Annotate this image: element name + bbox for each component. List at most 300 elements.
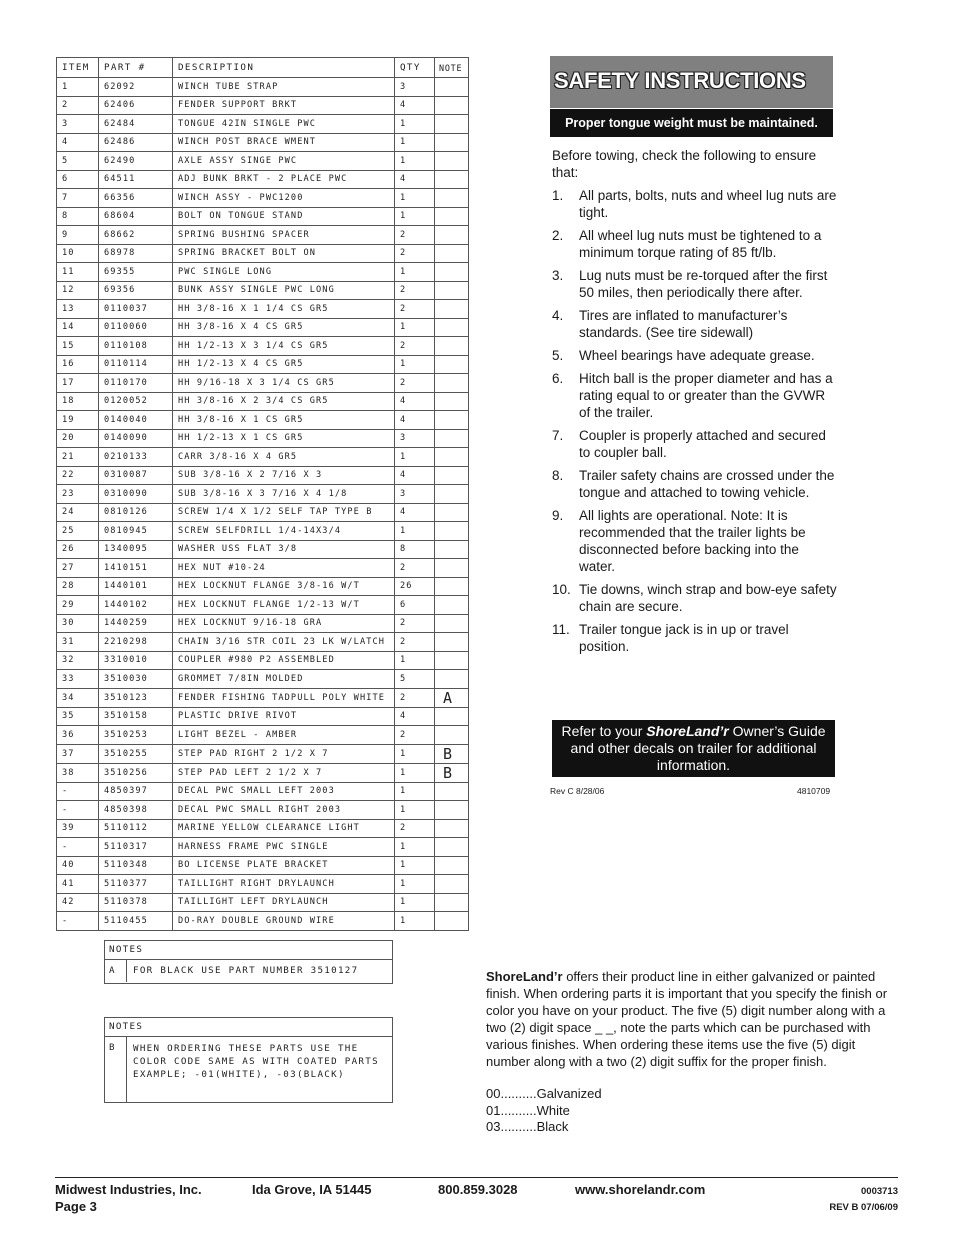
note-cell	[435, 96, 469, 115]
description-cell: HEX LOCKNUT 9/16-18 GRA	[173, 614, 395, 633]
item-cell: 34	[57, 688, 99, 707]
item-cell: 41	[57, 875, 99, 894]
finish-name: Black	[536, 1119, 569, 1134]
note-cell	[435, 577, 469, 596]
note-cell	[435, 115, 469, 134]
table-row	[57, 801, 469, 820]
checklist-item	[552, 507, 837, 575]
item-cell: 18	[57, 392, 99, 411]
item-cell: 20	[57, 429, 99, 448]
part-number-cell: 4850398	[99, 801, 173, 820]
part-number-cell: 5110378	[99, 893, 173, 912]
description-cell: HH 1/2-13 X 1 CS GR5	[173, 429, 395, 448]
refer-brand: ShoreLand’r	[646, 723, 729, 739]
description-cell: LIGHT BEZEL - AMBER	[173, 726, 395, 745]
part-number-cell: 0110170	[99, 374, 173, 393]
description-cell: HARNESS FRAME PWC SINGLE	[173, 838, 395, 857]
note-cell	[435, 411, 469, 430]
note-cell	[435, 540, 469, 559]
note-cell	[435, 337, 469, 356]
col-header-qty: QTY	[395, 58, 435, 78]
note-cell	[435, 244, 469, 263]
description-cell: CHAIN 3/16 STR COIL 23 LK W/LATCH	[173, 633, 395, 652]
finish-paragraph	[486, 968, 900, 1070]
qty-cell: 3	[395, 78, 435, 97]
checklist-number: 1.	[552, 188, 564, 203]
description-cell: SUB 3/8-16 X 2 7/16 X 3	[173, 466, 395, 485]
note-cell	[435, 522, 469, 541]
note-cell	[435, 856, 469, 875]
item-cell: 33	[57, 670, 99, 689]
item-cell: -	[57, 912, 99, 931]
table-row	[57, 596, 469, 615]
part-number-cell: 0210133	[99, 448, 173, 467]
part-number-cell: 3510253	[99, 726, 173, 745]
checklist-text: Trailer safety chains are crossed under the tongue and attached to towing vehicle.	[579, 468, 835, 500]
qty-cell: 2	[395, 300, 435, 319]
table-row	[57, 819, 469, 838]
leader-dots: ..........	[500, 1086, 537, 1101]
table-row	[57, 522, 469, 541]
footer-rev: REV B 07/06/09	[829, 1202, 898, 1213]
description-cell: DECAL PWC SMALL RIGHT 2003	[173, 801, 395, 820]
item-cell: 19	[57, 411, 99, 430]
table-row	[57, 577, 469, 596]
footer-location: Ida Grove, IA 51445	[252, 1182, 372, 1197]
note-cell	[435, 670, 469, 689]
description-cell: FENDER SUPPORT BRKT	[173, 96, 395, 115]
part-number-cell: 68978	[99, 244, 173, 263]
safety-subtitle: Proper tongue weight must be maintained.	[550, 109, 833, 137]
qty-cell: 26	[395, 577, 435, 596]
checklist-text: Trailer tongue jack is in up or travel position.	[579, 622, 789, 654]
item-cell: 7	[57, 189, 99, 208]
qty-cell: 4	[395, 96, 435, 115]
finish-code: 00	[486, 1086, 501, 1101]
table-row	[57, 688, 469, 707]
note-cell	[435, 651, 469, 670]
item-cell: 42	[57, 893, 99, 912]
note-cell	[435, 429, 469, 448]
qty-cell: 1	[395, 856, 435, 875]
table-row	[57, 633, 469, 652]
part-number-cell: 0810126	[99, 503, 173, 522]
col-header-part: PART #	[99, 58, 173, 78]
part-number-cell: 4850397	[99, 782, 173, 801]
table-header-row	[57, 58, 469, 78]
item-cell: 12	[57, 281, 99, 300]
description-cell: SCREW 1/4 X 1/2 SELF TAP TYPE B	[173, 503, 395, 522]
note-cell	[435, 226, 469, 245]
part-number-cell: 2210298	[99, 633, 173, 652]
item-cell: 28	[57, 577, 99, 596]
note-line: EXAMPLE; -01(WHITE), -03(BLACK)	[133, 1069, 345, 1080]
note-cell	[435, 466, 469, 485]
item-cell: 5	[57, 152, 99, 171]
qty-cell: 1	[395, 448, 435, 467]
qty-cell: 1	[395, 838, 435, 857]
item-cell: 26	[57, 540, 99, 559]
part-number-cell: 0810945	[99, 522, 173, 541]
qty-cell: 1	[395, 763, 435, 782]
item-cell: 15	[57, 337, 99, 356]
description-cell: PWC SINGLE LONG	[173, 263, 395, 282]
checklist-item	[552, 187, 837, 221]
checklist-text: Wheel bearings have adequate grease.	[579, 348, 815, 363]
qty-cell: 4	[395, 503, 435, 522]
table-row	[57, 244, 469, 263]
table-row	[57, 707, 469, 726]
part-number-cell: 0110108	[99, 337, 173, 356]
item-cell: -	[57, 838, 99, 857]
qty-cell: 1	[395, 782, 435, 801]
item-cell: 16	[57, 355, 99, 374]
finish-code-item	[486, 1103, 602, 1120]
description-cell: HEX NUT #10-24	[173, 559, 395, 578]
finish-code: 01	[486, 1102, 501, 1118]
notes-header: NOTES	[105, 941, 392, 960]
table-row	[57, 893, 469, 912]
notes-box-a	[104, 940, 393, 984]
table-row	[57, 651, 469, 670]
checklist-item	[552, 267, 837, 301]
part-number-cell: 5110455	[99, 912, 173, 931]
parts-table-body	[57, 78, 469, 931]
safety-revision: Rev C 8/28/06	[550, 786, 605, 796]
part-number-cell: 1440101	[99, 577, 173, 596]
qty-cell: 2	[395, 244, 435, 263]
notes-box-b	[104, 1017, 393, 1103]
checklist-text: All wheel lug nuts must be tightened to a minimum torque rating of 85 ft/lb.	[579, 228, 822, 260]
qty-cell: 2	[395, 226, 435, 245]
qty-cell: 1	[395, 744, 435, 763]
item-cell: 30	[57, 614, 99, 633]
description-cell: HH 3/8-16 X 1 1/4 CS GR5	[173, 300, 395, 319]
checklist-text: Lug nuts must be re-torqued after the first 50 miles, then periodically there after.	[579, 268, 828, 300]
table-row	[57, 189, 469, 208]
part-number-cell: 68604	[99, 207, 173, 226]
checklist-item	[552, 581, 837, 615]
safety-doc-number: 4810709	[797, 786, 831, 796]
qty-cell: 2	[395, 688, 435, 707]
description-cell: GROMMET 7/8IN MOLDED	[173, 670, 395, 689]
table-row	[57, 466, 469, 485]
description-cell: HH 1/2-13 X 4 CS GR5	[173, 355, 395, 374]
description-cell: WINCH ASSY - PWC1200	[173, 189, 395, 208]
description-cell: SPRING BUSHING SPACER	[173, 226, 395, 245]
qty-cell: 1	[395, 912, 435, 931]
qty-cell: 1	[395, 893, 435, 912]
part-number-cell: 0310087	[99, 466, 173, 485]
checklist-number: 11.	[552, 622, 570, 637]
col-header-item: ITEM	[57, 58, 99, 78]
note-cell	[435, 707, 469, 726]
item-cell: 35	[57, 707, 99, 726]
description-cell: MARINE YELLOW CLEARANCE LIGHT	[173, 819, 395, 838]
description-cell: PLASTIC DRIVE RIVOT	[173, 707, 395, 726]
description-cell: CARR 3/8-16 X 4 GR5	[173, 448, 395, 467]
note-cell	[435, 782, 469, 801]
item-cell: 13	[57, 300, 99, 319]
note-line: WHEN ORDERING THESE PARTS USE THE	[133, 1043, 359, 1054]
checklist-text: Tie downs, winch strap and bow-eye safety chain are secure.	[579, 582, 837, 614]
note-line: COLOR CODE SAME AS WITH COATED PARTS	[133, 1056, 379, 1067]
qty-cell: 1	[395, 115, 435, 134]
checklist-text: All parts, bolts, nuts and wheel lug nuts are tight.	[579, 188, 837, 220]
item-cell: 1	[57, 78, 99, 97]
item-cell: 4	[57, 133, 99, 152]
qty-cell: 1	[395, 522, 435, 541]
checklist-text: Tires are inflated to manufacturer’s standards. (See tire sidewall)	[579, 308, 788, 340]
qty-cell: 1	[395, 355, 435, 374]
table-row	[57, 429, 469, 448]
note-cell	[435, 596, 469, 615]
part-number-cell: 68662	[99, 226, 173, 245]
part-number-cell: 62486	[99, 133, 173, 152]
refer-suffix: Owner’s Guide and other decals on trailer for additional information.	[570, 723, 826, 773]
description-cell: HEX LOCKNUT FLANGE 1/2-13 W/T	[173, 596, 395, 615]
description-cell: SUB 3/8-16 X 3 7/16 X 4 1/8	[173, 485, 395, 504]
item-cell: 6	[57, 170, 99, 189]
table-row	[57, 281, 469, 300]
part-number-cell: 62406	[99, 96, 173, 115]
checklist-number: 7.	[552, 428, 564, 443]
description-cell: DECAL PWC SMALL LEFT 2003	[173, 782, 395, 801]
part-number-cell: 3510256	[99, 763, 173, 782]
note-cell	[435, 559, 469, 578]
checklist-number: 10.	[552, 582, 571, 597]
footer-page: Page 3	[55, 1199, 97, 1214]
safety-intro: Before towing, check the following to ensure that:	[552, 148, 817, 180]
item-cell: 14	[57, 318, 99, 337]
finish-brand: ShoreLand’r	[486, 969, 563, 984]
table-row	[57, 355, 469, 374]
description-cell: HEX LOCKNUT FLANGE 3/8-16 W/T	[173, 577, 395, 596]
part-number-cell: 1440102	[99, 596, 173, 615]
part-number-cell: 3510158	[99, 707, 173, 726]
note-cell	[435, 152, 469, 171]
item-cell: -	[57, 782, 99, 801]
description-cell: HH 3/8-16 X 1 CS GR5	[173, 411, 395, 430]
part-number-cell: 3510123	[99, 688, 173, 707]
note-cell	[435, 726, 469, 745]
table-row	[57, 763, 469, 782]
note-cell	[435, 503, 469, 522]
note-cell	[435, 374, 469, 393]
note-cell	[435, 170, 469, 189]
checklist-item	[552, 347, 837, 364]
checklist-text: All lights are operational. Note: It is recommended that the trailer lights be disconnected before backing into the water.	[579, 508, 806, 574]
part-number-cell: 3510030	[99, 670, 173, 689]
checklist-item	[552, 427, 837, 461]
item-cell: 3	[57, 115, 99, 134]
table-row	[57, 856, 469, 875]
qty-cell: 2	[395, 633, 435, 652]
owners-guide-notice	[552, 720, 835, 777]
leader-dots: ..........	[500, 1119, 537, 1134]
table-row	[57, 744, 469, 763]
note-cell	[435, 485, 469, 504]
checklist-item	[552, 467, 837, 501]
finish-code-item	[486, 1086, 602, 1103]
table-row	[57, 337, 469, 356]
description-cell: HH 3/8-16 X 2 3/4 CS GR5	[173, 392, 395, 411]
table-row	[57, 226, 469, 245]
item-cell: 32	[57, 651, 99, 670]
item-cell: 27	[57, 559, 99, 578]
part-number-cell: 0110114	[99, 355, 173, 374]
qty-cell: 4	[395, 466, 435, 485]
finish-name: Galvanized	[536, 1086, 602, 1101]
table-row	[57, 838, 469, 857]
item-cell: 22	[57, 466, 99, 485]
table-row	[57, 782, 469, 801]
refer-prefix: Refer to your	[561, 723, 643, 739]
qty-cell: 6	[395, 596, 435, 615]
qty-cell: 3	[395, 429, 435, 448]
table-row	[57, 263, 469, 282]
part-number-cell: 64511	[99, 170, 173, 189]
note-cell	[435, 300, 469, 319]
note-cell	[435, 189, 469, 208]
part-number-cell: 1340095	[99, 540, 173, 559]
qty-cell: 2	[395, 281, 435, 300]
table-row	[57, 726, 469, 745]
table-row	[57, 318, 469, 337]
note-cell	[435, 281, 469, 300]
qty-cell: 2	[395, 374, 435, 393]
checklist-number: 5.	[552, 348, 564, 363]
qty-cell: 4	[395, 392, 435, 411]
description-cell: SCREW SELFDRILL 1/4-14X3/4	[173, 522, 395, 541]
qty-cell: 4	[395, 707, 435, 726]
qty-cell: 1	[395, 318, 435, 337]
part-number-cell: 0110037	[99, 300, 173, 319]
footer-website[interactable]: www.shorelandr.com	[575, 1182, 706, 1197]
note-key: A	[105, 960, 127, 982]
table-row	[57, 392, 469, 411]
checklist-number: 8.	[552, 468, 564, 483]
note-cell	[435, 614, 469, 633]
item-cell: 11	[57, 263, 99, 282]
col-header-note: NOTE	[435, 58, 469, 78]
qty-cell: 5	[395, 670, 435, 689]
note-cell	[435, 133, 469, 152]
checklist-number: 9.	[552, 508, 564, 523]
note-cell: B	[435, 763, 469, 782]
note-cell	[435, 392, 469, 411]
item-cell: -	[57, 801, 99, 820]
qty-cell: 1	[395, 801, 435, 820]
description-cell: ADJ BUNK BRKT - 2 PLACE PWC	[173, 170, 395, 189]
qty-cell: 1	[395, 207, 435, 226]
item-cell: 9	[57, 226, 99, 245]
safety-checklist	[552, 187, 837, 661]
safety-title: SAFETY INSTRUCTIONS	[554, 68, 806, 93]
description-cell: WINCH POST BRACE WMENT	[173, 133, 395, 152]
description-cell: BUNK ASSY SINGLE PWC LONG	[173, 281, 395, 300]
note-cell: A	[435, 688, 469, 707]
table-row	[57, 912, 469, 931]
description-cell: HH 1/2-13 X 3 1/4 CS GR5	[173, 337, 395, 356]
qty-cell: 8	[395, 540, 435, 559]
note-cell	[435, 263, 469, 282]
note-cell	[435, 448, 469, 467]
description-cell: STEP PAD RIGHT 2 1/2 X 7	[173, 744, 395, 763]
note-cell	[435, 633, 469, 652]
checklist-number: 6.	[552, 371, 564, 386]
qty-cell: 4	[395, 170, 435, 189]
qty-cell: 1	[395, 651, 435, 670]
checklist-item	[552, 227, 837, 261]
note-cell	[435, 355, 469, 374]
part-number-cell: 0110060	[99, 318, 173, 337]
table-row	[57, 170, 469, 189]
description-cell: COUPLER #980 P2 ASSEMBLED	[173, 651, 395, 670]
footer-company: Midwest Industries, Inc.	[55, 1182, 202, 1197]
part-number-cell: 0310090	[99, 485, 173, 504]
finish-name: White	[536, 1102, 570, 1118]
qty-cell: 2	[395, 337, 435, 356]
table-row	[57, 670, 469, 689]
table-row	[57, 448, 469, 467]
leader-dots: ..........	[500, 1102, 537, 1118]
qty-cell: 4	[395, 411, 435, 430]
description-cell: BO LICENSE PLATE BRACKET	[173, 856, 395, 875]
table-row	[57, 614, 469, 633]
table-row	[57, 559, 469, 578]
description-cell: AXLE ASSY SINGE PWC	[173, 152, 395, 171]
description-cell: TONGUE 42IN SINGLE PWC	[173, 115, 395, 134]
qty-cell: 3	[395, 485, 435, 504]
note-cell	[435, 838, 469, 857]
item-cell: 10	[57, 244, 99, 263]
note-cell	[435, 801, 469, 820]
description-cell: HH 3/8-16 X 4 CS GR5	[173, 318, 395, 337]
notes-header: NOTES	[105, 1018, 392, 1037]
part-number-cell: 1410151	[99, 559, 173, 578]
checklist-number: 2.	[552, 228, 564, 243]
checklist-text: Hitch ball is the proper diameter and has a rating equal to or greater than the GVWR of the trailer.	[579, 371, 833, 420]
note-cell	[435, 207, 469, 226]
checklist-number: 3.	[552, 268, 564, 283]
part-number-cell: 62484	[99, 115, 173, 134]
note-cell	[435, 318, 469, 337]
part-number-cell: 0140090	[99, 429, 173, 448]
part-number-cell: 0120052	[99, 392, 173, 411]
finish-code-list	[486, 1086, 602, 1136]
part-number-cell: 0140040	[99, 411, 173, 430]
item-cell: 25	[57, 522, 99, 541]
checklist-item	[552, 370, 837, 421]
table-row	[57, 115, 469, 134]
table-row	[57, 300, 469, 319]
note-cell	[435, 875, 469, 894]
note-key: B	[105, 1037, 127, 1102]
note-cell	[435, 912, 469, 931]
part-number-cell: 5110348	[99, 856, 173, 875]
finish-code: 03	[486, 1119, 501, 1134]
description-cell: STEP PAD LEFT 2 1/2 X 7	[173, 763, 395, 782]
qty-cell: 1	[395, 152, 435, 171]
finish-code-item	[486, 1119, 602, 1136]
table-row	[57, 503, 469, 522]
qty-cell: 2	[395, 819, 435, 838]
note-cell: B	[435, 744, 469, 763]
footer-phone: 800.859.3028	[438, 1182, 518, 1197]
item-cell: 36	[57, 726, 99, 745]
description-cell: TAILLIGHT LEFT DRYLAUNCH	[173, 893, 395, 912]
